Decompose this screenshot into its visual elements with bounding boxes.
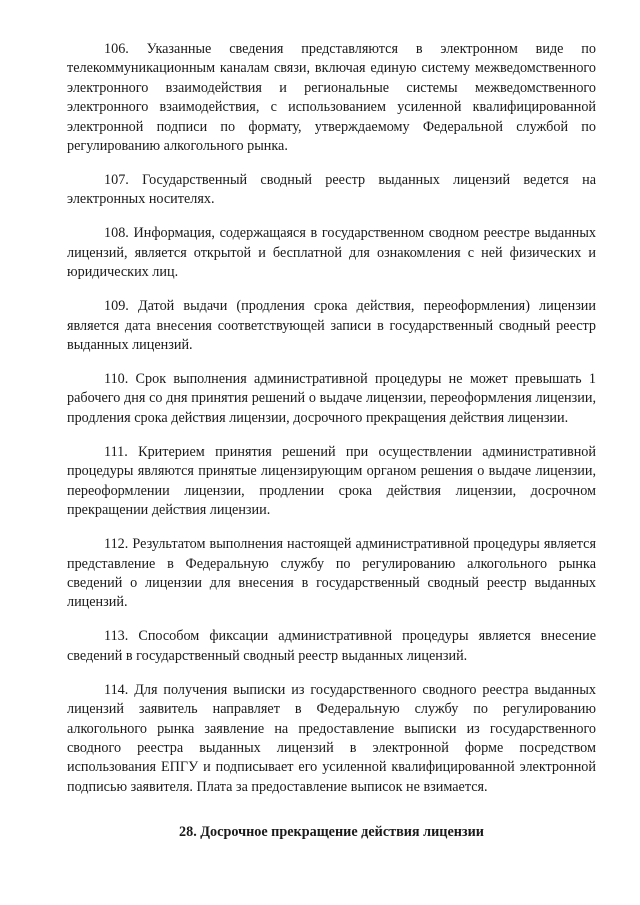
paragraph-114: 114. Для получения выписки из государственного сводного реестра выданных лицензий заявитель направляет в Федеральную службу по регулированию алкогольного рынка заявление на предоставление выписки из государственного сводного реестра выданных лицензий в электронной форме посредством использования ЕПГУ и подписывает его усиленной квалифицированной электронной подписью заявителя. Плата за предоставление выписок не взимается. [67, 681, 596, 795]
paragraph-109: 109. Датой выдачи (продления срока действия, переоформления) лицензии является дата внесения соответствующей записи в государственный сводный реестр выданных лицензий. [67, 298, 596, 354]
paragraph-107: 107. Государственный сводный реестр выданных лицензий ведется на электронных носителях. [67, 172, 596, 208]
paragraph-108: 108. Информация, содержащаяся в государственном сводном реестре выданных лицензий, является открытой и бесплатной для ознакомления с ней физических и юридических лиц. [67, 225, 596, 281]
paragraph-110: 110. Срок выполнения административной процедуры не может превышать 1 рабочего дня со дня принятия решений о выдаче лицензии, переоформления лицензии, продления срока действия лицензии, досрочного прекращения действия лицензии. [67, 371, 596, 426]
section-heading: 28. Досрочное прекращение действия лицензии [179, 824, 484, 841]
paragraph-113: 113. Способом фиксации административной процедуры является внесение сведений в государственный сводный реестр выданных лицензий. [67, 628, 596, 664]
paragraph-111: 111. Критерием принятия решений при осуществлении административной процедуры являются принятые лицензирующим органом решения о выдаче лицензии, переоформлении лицензии, продлении срока действия лицензии, досрочном прекращении действия лицензии. [67, 443, 596, 519]
document-body [67, 40, 596, 843]
paragraph-112: 112. Результатом выполнения настоящей административной процедуры является представление в Федеральную службу по регулированию алкогольного рынка сведений о лицензии для внесения в государственный сводный реестр выданных лицензий. [67, 536, 596, 611]
paragraph-106: 106. Указанные сведения представляются в электронном виде по телекоммуникационным каналам связи, включая единую систему межведомственного электронного взаимодействия и региональные системы межведомственного электронного взаимодействия, с использованием усиленной квалифицированной электронной подписи по формату, утверждаемому Федеральной службой по регулированию алкогольного рынка. [67, 41, 596, 155]
